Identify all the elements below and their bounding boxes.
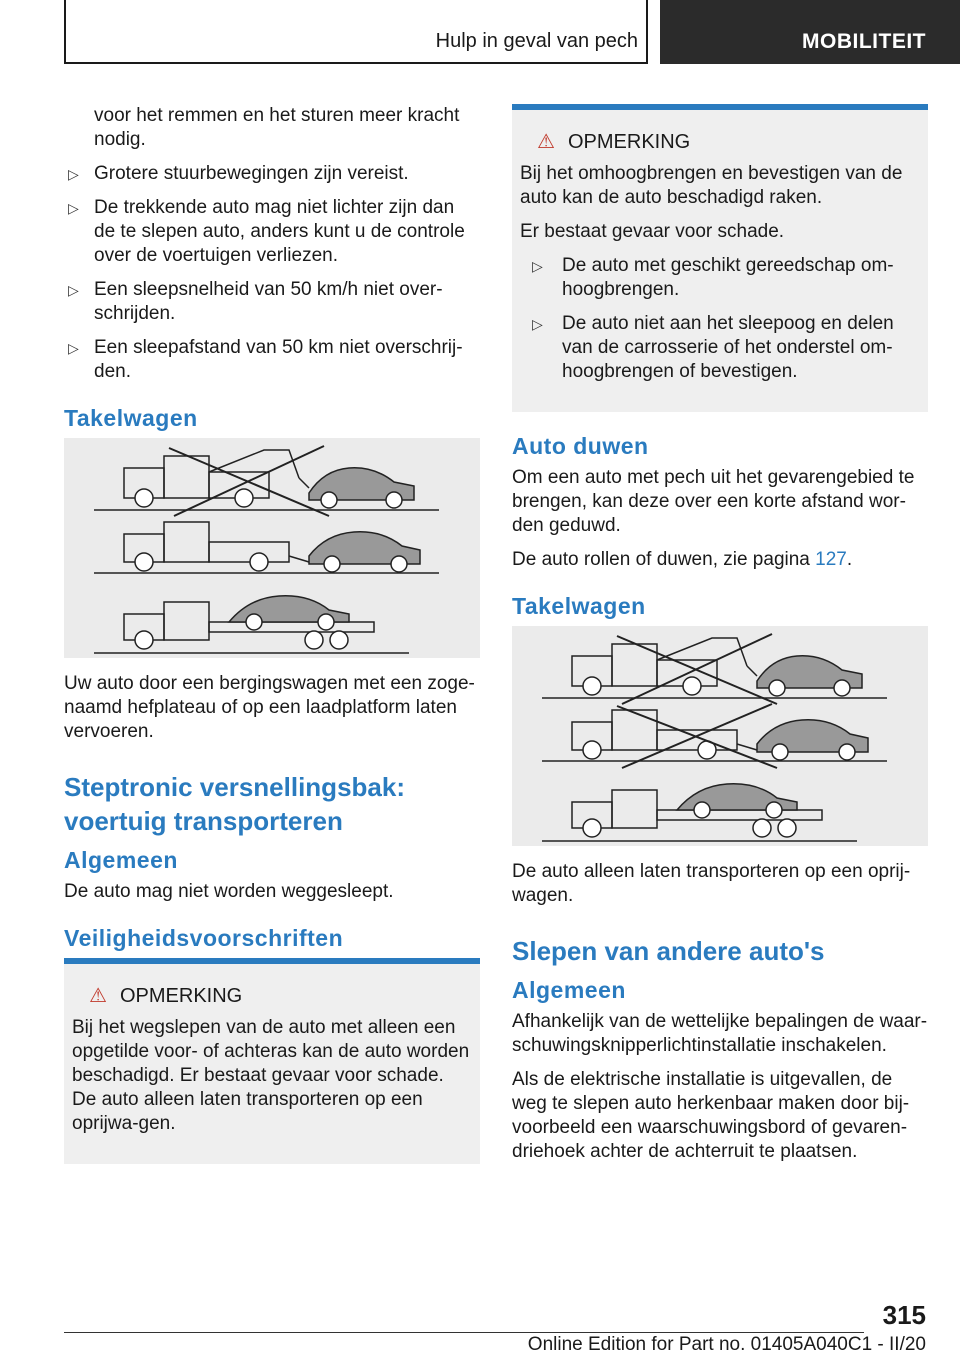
- triangle-right-icon: ▷: [68, 340, 79, 356]
- triangle-right-icon: ▷: [68, 166, 79, 182]
- heading-takelwagen: Takelwagen: [512, 593, 646, 619]
- triangle-right-icon: ▷: [532, 258, 543, 274]
- bullet-list: [64, 162, 480, 384]
- heading-takelwagen: Takelwagen: [64, 405, 198, 431]
- note-text: Bij het omhoogbrengen en bevestigen van de auto kan de auto beschadigd raken.: [520, 163, 903, 208]
- algemeen-text: Als de elektrische installatie is uitgevallen, de weg te slepen auto herkenbaar maken door bij-voorbeeld een waarschuwingsbord of gevaren-driehoek achter de achterruit te plaatsen.: [512, 1069, 910, 1162]
- header-tab-label: MOBILITEIT: [802, 30, 926, 53]
- tow-truck-drawing: [64, 438, 480, 658]
- list-item: ▷ De auto niet aan het sleepoog en delen van de carrosserie of het onderstel om-hoogbrengen of bevestigen.: [532, 313, 894, 382]
- heading-algemeen: Algemeen: [64, 847, 178, 873]
- note-title: ⚠ OPMERKING: [72, 984, 472, 1008]
- note-text: Er bestaat gevaar voor schade.: [520, 221, 785, 242]
- note-title: ⚠ OPMERKING: [520, 130, 920, 154]
- heading-algemeen: Algemeen: [512, 977, 626, 1003]
- heading-veiligheid: Veiligheidsvoorschriften: [64, 925, 344, 951]
- header-section-title: Hulp in geval van pech: [435, 30, 638, 52]
- right-column: [512, 104, 928, 1174]
- takelwagen-text: Uw auto door een bergingswagen met een zoge-naamd hefplateau of op een laadplatform laten vervoeren.: [64, 673, 475, 742]
- list-item: ▷ Grotere stuurbewegingen zijn vereist.: [68, 163, 409, 184]
- warning-note: [512, 104, 928, 412]
- triangle-right-icon: ▷: [68, 282, 79, 298]
- tow-truck-drawing: [512, 626, 928, 846]
- list-item: ▷ Een sleepafstand van 50 km niet overschrij-den.: [68, 337, 463, 382]
- note-bullet-list: [520, 254, 920, 384]
- list-item: ▷ De trekkende auto mag niet lichter zijn dan de te slepen auto, anders kunt u de controle over de voertuigen verliezen.: [68, 197, 465, 266]
- page-link[interactable]: 127: [815, 549, 847, 570]
- triangle-right-icon: ▷: [532, 316, 543, 332]
- heading-auto-duwen: Auto duwen: [512, 433, 649, 459]
- algemeen-text: Afhankelijk van de wettelijke bepalingen de waar-schuwingsknipperlichtinstallatie inschakelen.: [512, 1011, 928, 1056]
- heading-slepen: Slepen van andere auto's: [512, 936, 825, 966]
- note-text: Bij het wegslepen van de auto met alleen een opgetilde voor- of achteras kan de auto worden beschadigd. Er bestaat gevaar voor schade. De auto alleen laten transporteren op een oprijwa-gen.: [72, 1017, 470, 1134]
- duwen-text: Om een auto met pech uit het gevarengebied te brengen, kan deze over een korte afstand wor-den geduwd.: [512, 467, 915, 536]
- header-tab: [660, 0, 960, 64]
- list-item: ▷ De auto met geschikt gereedschap om-hoogbrengen.: [532, 255, 894, 300]
- intro-text: voor het remmen en het sturen meer kracht nodig.: [94, 105, 460, 150]
- left-column: [64, 104, 480, 1164]
- triangle-right-icon: ▷: [68, 200, 79, 216]
- tow-truck-illustration: [512, 626, 928, 846]
- tow-truck-illustration: [64, 438, 480, 658]
- duwen-reference: De auto rollen of duwen, zie pagina 127.: [512, 549, 853, 570]
- algemeen-text: De auto mag niet worden weggesleept.: [64, 881, 394, 902]
- page-number: 315: [882, 1300, 926, 1330]
- heading-steptronic: Steptronic versnellingsbak: voertuig transporteren: [64, 772, 405, 836]
- takelwagen-text: De auto alleen laten transporteren op een oprij-wagen.: [512, 861, 911, 906]
- footer-divider: [64, 1332, 864, 1333]
- footer-edition: Online Edition for Part no. 01405A040C1 - II/20: [527, 1334, 926, 1355]
- list-item: ▷ Een sleepsnelheid van 50 km/h niet over-schrijden.: [68, 279, 443, 324]
- warning-note: [64, 958, 480, 1164]
- warning-triangle-icon: ⚠: [537, 131, 555, 153]
- warning-triangle-icon: ⚠: [89, 985, 107, 1007]
